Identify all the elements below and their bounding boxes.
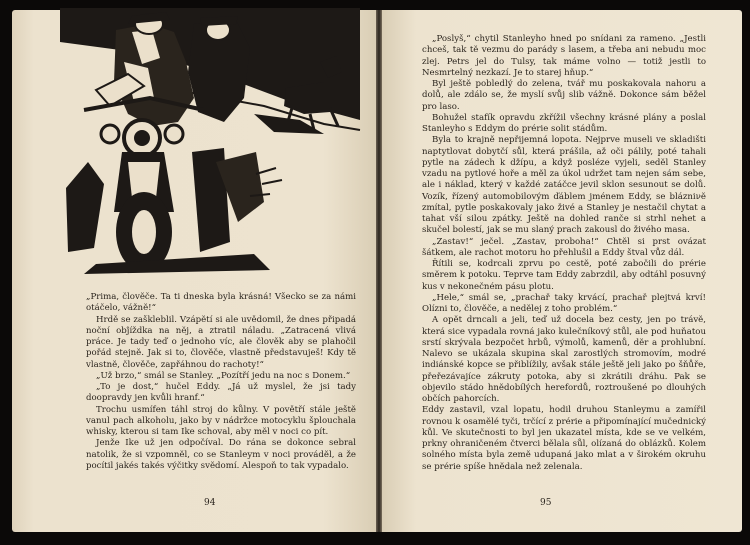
paragraph: „Hele,“ smál se, „prachař taky krvácí, prachař plejtvá krví! Olízni to, človĕče, a nedĕlej z toho problém.“ — [422, 292, 706, 314]
paragraph: Byl ještĕ pobledlý do zelena, tvář mu poskakovala nahoru a dolů, ale zdálo se, že myslí svůj slib vážnĕ. Dokonce sám bĕžel pro laso. — [422, 79, 706, 112]
paragraph: Byla to krajnĕ nepřijemná lopota. Nejprve museli ve skladišti naptytlovat dobytčí sůl, která prášila, až oči pálily, poté tahali pytle na zádech k džípu, a když posléze vyjeli, sedĕl Stanley vzadu na pytlové hoře a mĕl za úkol udržet tam nejen sám sebe, ale i náklad, který v každé zatáčce jevil sklon sesunout se dolů. Vozík, řízený automobilovým ďáblem jménem Eddy, se blázniνĕ zmítal, pytle poskakovaly jako živé a Stanley je nestačil chytat a tahat vší silou zpátky. Ještĕ na dohled ranče si strhl nehet a skučel bolestí, jak se mu slaný prach zakousl do živého masa. — [422, 135, 706, 236]
left-page-text — [86, 292, 356, 472]
paragraph: A opĕt drncali a jeli, teď už docela bez cesty, jen po trávĕ, která sice vypadala rovná jako kulečníkový stůl, ale pod huňatou srstí skrývala bezpočet hrbů, výmolů, kamenů, dĕr a prohlubní. Nalevo se ukázala skupina skal zarostlých stromovím, modré indiánské kopce se přiblížily, avšak stále ještĕ jeli jako po šňůře, přeřezávajíce zákruty potoka, aby si zkrátili dráhu. Pak se objevilo stádo hnĕdobílých herefordů, roztroušené po dlouhých občích pahorcích. — [422, 315, 706, 404]
page-number-left: 94 — [204, 498, 216, 508]
paragraph: „Poslyš,“ chytil Stanleyho hned po snídani za rameno. „Jestli chceš, tak tĕ vezmu do parády s lasem, a třeba ani nebudu moc zlej. Petrs jel do Tulsy, tak máme volno — totiž jestli to Nesmrtelný nezkazí. Je to starej hňup.“ — [422, 34, 706, 78]
motorcycle-illustration — [24, 2, 380, 276]
paragraph: „Prima, človĕče. Ta ti dneska byla krásná! Všecko se za námi otáčelo, vážnĕ!“ — [86, 292, 356, 314]
paragraph: Hrdě se zaškleblil. Vzápĕtí si ale uvědomil, že dnes připadá noční obĵíždka na nĕj, a ztratil náladu. „Zatracená vlivá práce. Je tady teď o jednoho víc, ale člověk aby se plahočil pořád stejnĕ. Jak si to, človĕče, vlastnĕ představuješ! Kdy tĕ vlastnĕ, člověče, zapřáhnou do rachoty!“ — [86, 314, 356, 370]
paragraph: „Zastav!“ ječel. „Zastav, proboha!“ Chtĕl si prst ovázat šátkem, ale rachot motoru ho přehlušil a Eddy štval vůz dál. — [422, 236, 706, 258]
paragraph: „To je dost,“ hučel Eddy. „Já už myslel, že jsi tady doopravdy jen kvůli hranf.“ — [86, 382, 356, 404]
paragraph: Jenže Ike už jen odpočíval. Do rána se dokonce sebral natolik, že si vzpomnĕl, co se Stanleym v noci provádĕl, a že pocítil jakés takés výčitky svĕdomí. Alespoň to tak vypadalo. — [86, 438, 356, 471]
page-number-right: 95 — [540, 498, 552, 508]
paragraph: Trochu usmífen táhl stroj do kůlny. V povětří stále ještĕ vanul pach alkoholu, jako by v nádržce motocyklu šplouchala whisky, kterou si tam Ike schoval, aby mĕl v noci co pít. — [86, 404, 356, 437]
right-page-text — [422, 34, 706, 473]
paragraph: Eddy zastavil, vzal lopatu, hodil druhou Stanleymu a zamířil rovnou k osamĕlé tyči, trčící z prérie a připomínající mučednický kůl. Ve skutečnosti to byl jen ukazatel místa, kde se ve velkém, prkny ohraničeném čtverci bělala sůl, olízaná do oblázků. Kolem solného místa byla zemĕ udupaná jako mlat a v širokém okruhu se prérie spíše hnĕdala než zelenala. — [422, 405, 706, 472]
paragraph: Řítili se, kodrcali zprvu po cestĕ, poté zabočili do prérie smĕrem k potoku. Teprve tam Eddy zabrzdil, aby odtáhl posuvný kus v nekonečném pásu plotu. — [422, 259, 706, 292]
paragraph: „Už brzo,“ smál se Stanley. „Pozítří jedu na noc s Donem.“ — [96, 370, 351, 381]
paragraph: Bohužel stafík opravdu zkřížil všechny krásné plány a poslal Stanleyho s Eddym do prérie solit stádům. — [422, 112, 706, 134]
